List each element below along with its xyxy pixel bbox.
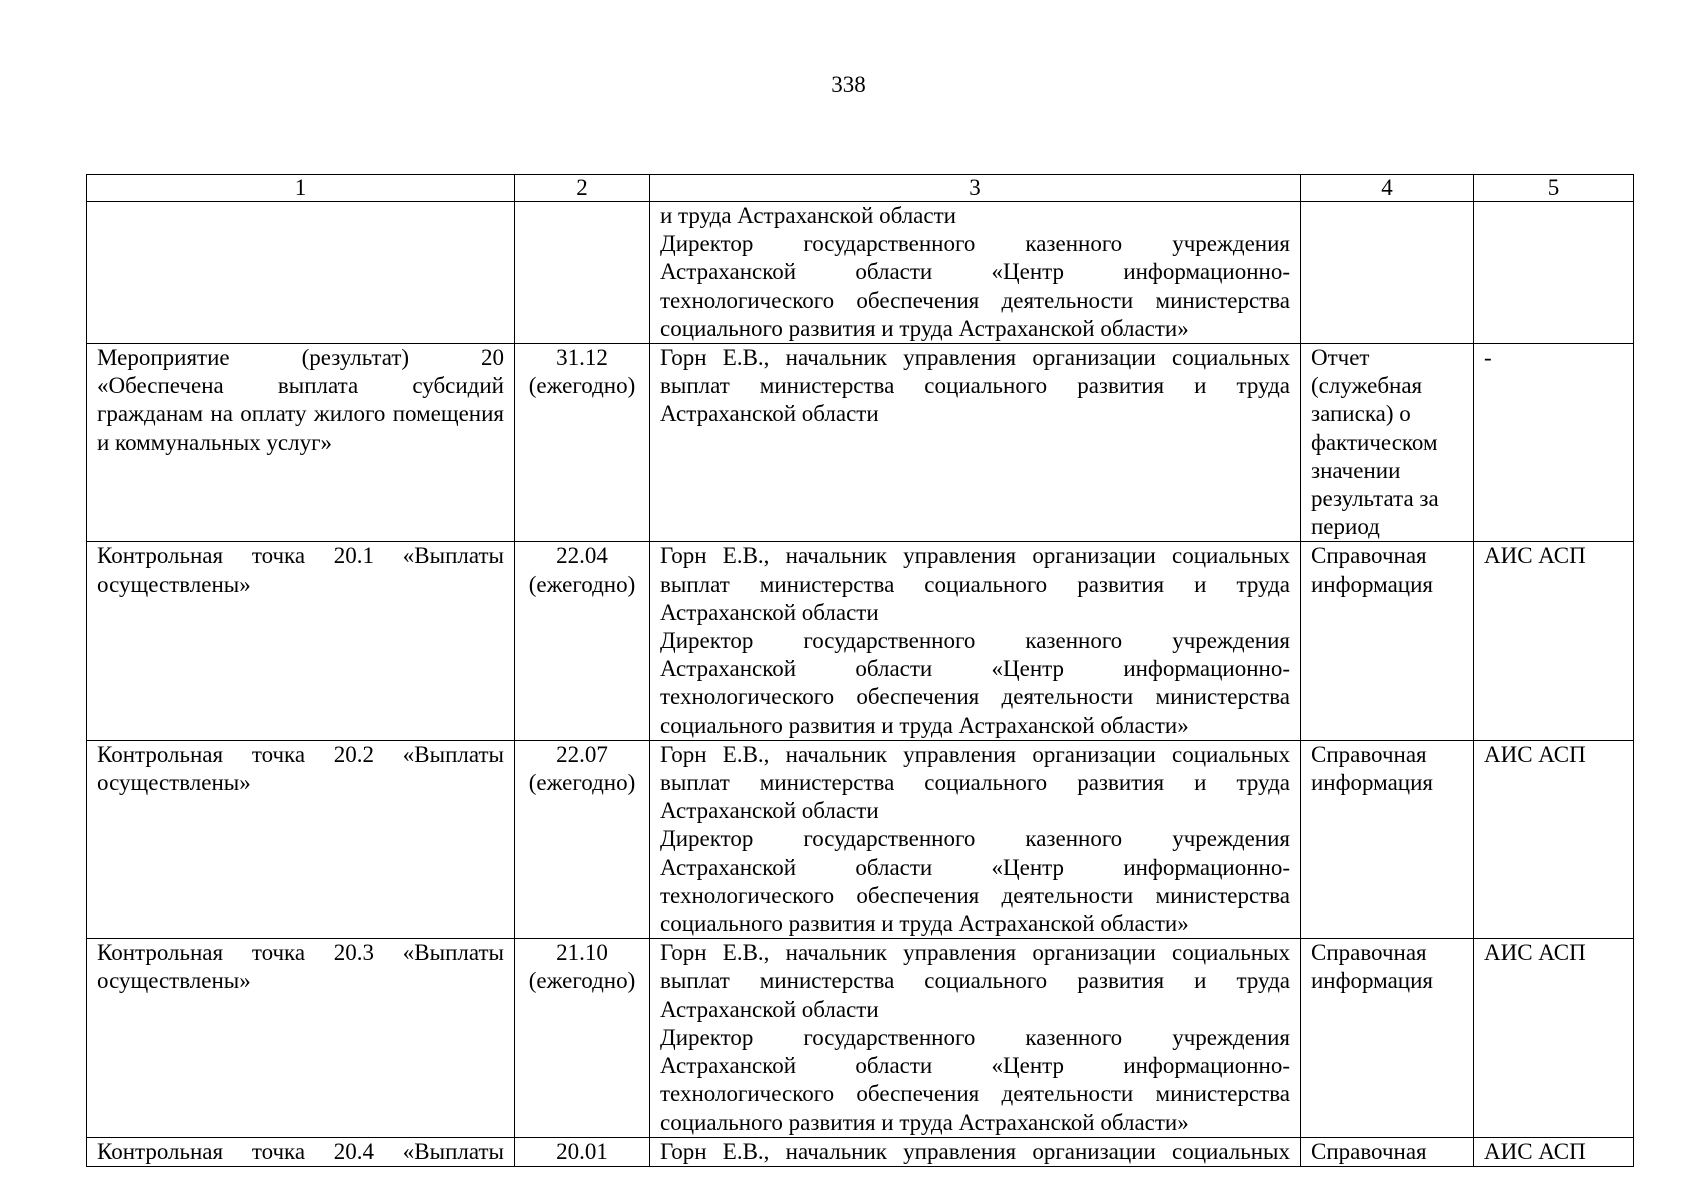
table-header-row: [87, 175, 1634, 202]
page-number: 338: [831, 72, 866, 97]
responsible-cell: [650, 202, 1301, 344]
responsible-person: Горн Е.В., начальник управления организации социальных выплат министерства социального развития и труда Астраханской области: [660, 741, 1290, 824]
deadline-cell: [515, 939, 650, 1137]
table-row: [87, 939, 1634, 1137]
row-title-cell: [87, 202, 515, 344]
deadline-cell: [515, 202, 650, 344]
info-system-cell: [1474, 202, 1634, 344]
responsible-secondary: Директор государственного казенного учреждения Астраханской области «Центр информационно-технологического обеспечения деятельности министерства социального развития и труда Астраханской области»: [660, 826, 1290, 937]
responsible-person: и труда Астраханской области: [660, 203, 956, 228]
document-table: [86, 174, 1634, 1167]
row-title-cell: Контрольная точка 20.1 «Выплаты осуществлены»: [87, 542, 515, 740]
deadline-date: 20.01: [556, 1138, 608, 1164]
row-title-cell: Контрольная точка 20.3 «Выплаты осуществлены»: [87, 939, 515, 1137]
info-system-cell: АИС АСП: [1474, 740, 1634, 938]
deadline-note: (ежегодно): [528, 571, 636, 597]
responsible-cell: [650, 542, 1301, 740]
document-type-cell: Справочная информация: [1301, 939, 1474, 1137]
column-header-2: 2: [515, 175, 650, 202]
row-title-cell: Контрольная точка 20.4 «Выплаты: [87, 1137, 515, 1166]
column-header-1: 1: [87, 175, 515, 202]
deadline-date: 22.07: [556, 741, 608, 767]
table-row: [87, 344, 1634, 542]
table-row: [87, 1137, 1634, 1166]
info-system-cell: -: [1474, 344, 1634, 542]
deadline-date: 31.12: [556, 345, 608, 371]
deadline-date: 22.04: [556, 543, 608, 569]
deadline-note: (ежегодно): [528, 373, 636, 399]
row-title-cell: Мероприятие (результат) 20 «Обеспечена выплата субсидий гражданам на оплату жилого помещения и коммунальных услуг»: [87, 344, 515, 542]
responsible-person: Горн Е.В., начальник управления организации социальных выплат министерства социального развития и труда Астраханской области: [660, 345, 1290, 427]
document-type-cell: [1301, 202, 1474, 344]
info-system-cell: АИС АСП: [1474, 1137, 1634, 1166]
column-header-3: 3: [650, 175, 1301, 202]
responsible-secondary: Директор государственного казенного учреждения Астраханской области «Центр информационно-технологического обеспечения деятельности министерства социального развития и труда Астраханской области»: [660, 231, 1290, 341]
table-row: [87, 202, 1634, 344]
document-type-cell: Справочная: [1301, 1137, 1474, 1166]
document-type-cell: Справочная информация: [1301, 542, 1474, 740]
responsible-person: Горн Е.В., начальник управления организации социальных: [660, 1138, 1290, 1164]
deadline-date: 21.10: [556, 940, 608, 966]
deadline-cell: [515, 740, 650, 938]
deadline-cell: [515, 344, 650, 542]
deadline-note: (ежегодно): [528, 968, 636, 994]
responsible-cell: [650, 344, 1301, 542]
responsible-person: Горн Е.В., начальник управления организации социальных выплат министерства социального развития и труда Астраханской области: [660, 543, 1290, 625]
deadline-note: (ежегодно): [528, 770, 636, 796]
responsible-secondary: Директор государственного казенного учреждения Астраханской области «Центр информационно-технологического обеспечения деятельности министерства социального развития и труда Астраханской области»: [660, 628, 1290, 738]
info-system-cell: АИС АСП: [1474, 939, 1634, 1137]
deadline-cell: [515, 1137, 650, 1166]
column-header-4: 4: [1301, 175, 1474, 202]
table-row: [87, 542, 1634, 740]
row-title-cell: Контрольная точка 20.2 «Выплаты осуществлены»: [87, 740, 515, 938]
info-system-cell: АИС АСП: [1474, 542, 1634, 740]
responsible-person: Горн Е.В., начальник управления организации социальных выплат министерства социального развития и труда Астраханской области: [660, 940, 1290, 1022]
document-type-cell: Справочная информация: [1301, 740, 1474, 938]
column-header-5: 5: [1474, 175, 1634, 202]
table-row: [87, 740, 1634, 938]
document-type-cell: Отчет (служебная записка) о фактическом значении результата за период: [1301, 344, 1474, 542]
responsible-cell: [650, 1137, 1301, 1166]
responsible-cell: [650, 740, 1301, 938]
deadline-cell: [515, 542, 650, 740]
responsible-secondary: Директор государственного казенного учреждения Астраханской области «Центр информационно-технологического обеспечения деятельности министерства социального развития и труда Астраханской области»: [660, 1024, 1290, 1135]
responsible-cell: [650, 939, 1301, 1137]
